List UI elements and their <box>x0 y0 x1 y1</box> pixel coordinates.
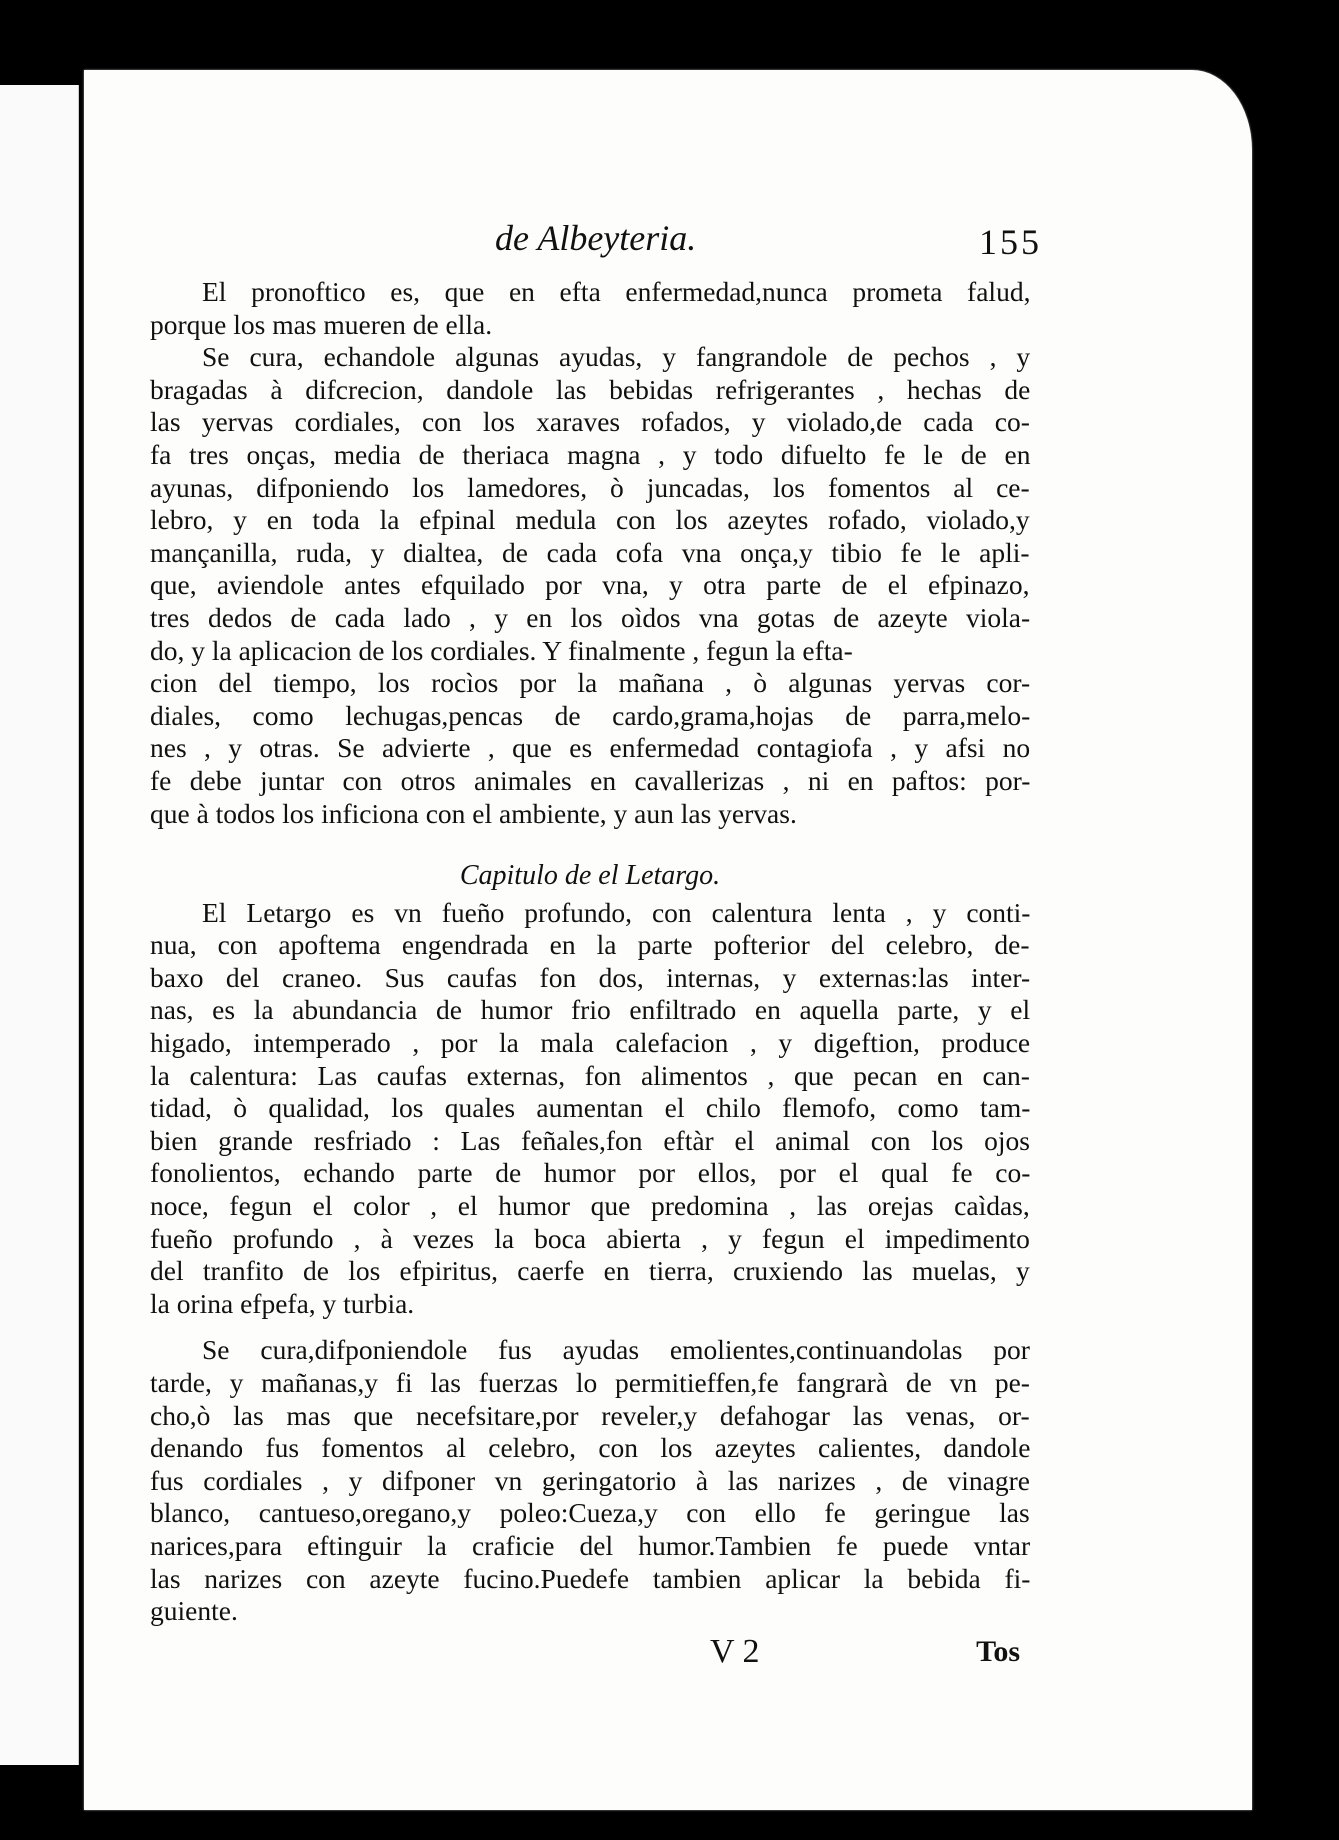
signature-mark: V 2 <box>710 1632 760 1670</box>
text-line: fonolientos, echando parte de humor por ellos, por el qual fe co- <box>150 1157 1031 1189</box>
text-line: fe debe juntar con otros animales en cavallerizas , ni en paftos: por- <box>150 764 1031 796</box>
text-line: ayunas, difponiendo los lamedores, ò juncadas, los fomentos al ce- <box>150 471 1030 503</box>
catchword: Tos <box>976 1634 1020 1668</box>
paragraph-gap <box>150 1320 1030 1334</box>
text-line: la calentura: Las caufas externas, fon alimentos , que pecan en can- <box>150 1059 1030 1091</box>
text-line: tarde, y mañanas,y fi las fuerzas lo permitieffen,fe fangrarà de vn pe- <box>150 1367 1030 1398</box>
text-line: nua, con apoftema engendrada en la parte pofterior del celebro, de- <box>150 929 1030 961</box>
text-line: bien grande resfriado : Las feñales,fon eftàr el animal con los ojos <box>150 1124 1030 1156</box>
paragraph-prognosis <box>150 276 1030 341</box>
paragraph-letargo-cure <box>150 1334 1030 1627</box>
text-line: Se cura,difponiendole fus ayudas emolientes,continuandolas por <box>202 1334 1030 1366</box>
text-line: diales, como lechugas,pencas de cardo,grama,hojas de parra,melo- <box>150 699 1031 731</box>
text-line: porque los mas mueren de ella. <box>150 308 493 340</box>
text-line: lebro, y en toda la efpinal medula con los azeytes rofado, violado,y <box>150 504 1030 536</box>
text-line: noce, fegun el color , el humor que predomina , las orejas caìdas, <box>150 1190 1030 1222</box>
text-line: cion del tiempo, los rocìos por la mañana , ò algunas yervas cor- <box>150 667 1031 699</box>
text-line: que à todos los inficiona con el ambiente, y aun las yervas. <box>150 797 797 829</box>
running-title: de Albeyteria. <box>495 218 697 258</box>
text-line: El Letargo es vn fueño profundo, con calentura lenta , y conti- <box>202 896 1031 928</box>
text-line: fus cordiales , y difponer vn geringatorio à las narizes , de vinagre <box>150 1464 1030 1496</box>
text-line: do, y la aplicacion de los cordiales. Y finalmente , fegun la efta- <box>150 634 853 666</box>
running-head <box>150 218 1042 276</box>
text-line: fueño profundo , à vezes la boca abierta , y fegun el impedimento <box>150 1222 1030 1254</box>
text-line: mançanilla, ruda, y dialtea, de cada cofa vna onça,y tibio fe le apli- <box>150 536 1030 568</box>
text-line: nas, es la abundancia de humor frio enfiltrado en aquella parte, y el <box>150 994 1031 1026</box>
text-line: higado, intemperado , por la mala calefacion , y digeftion, produce <box>150 1027 1031 1059</box>
text-line: El pronoftico es, que en efta enfermedad,nunca prometa falud, <box>202 276 1031 307</box>
chapter-title: Capitulo de el Letargo. <box>459 860 721 892</box>
text-line: las yervas cordiales, con los xaraves rofados, y violado,de cada co- <box>150 406 1030 438</box>
text-line: blanco, cantueso,oregano,y poleo:Cueza,y con ello fe geringue las <box>150 1497 1030 1529</box>
text-line: tres dedos de cada lado , y en los oìdos vna gotas de azeyte viola- <box>150 601 1031 633</box>
text-line: las narizes con azeyte fucino.Puedefe tambien aplicar la bebida fi- <box>150 1562 1031 1594</box>
text-line: bragadas à difcrecion, dandole las bebidas refrigerantes , hechas de <box>150 373 1031 405</box>
facing-page-edge <box>0 85 79 1765</box>
text-line: nes , y otras. Se advierte , que es enfermedad contagiofa , y afsi no <box>150 732 1031 764</box>
text-line: tidad, ò qualidad, los quales aumentan el chilo flemofo, como tam- <box>150 1092 1031 1124</box>
page-footer <box>150 1632 1030 1672</box>
paragraph-letargo-definition <box>150 897 1030 1321</box>
text-line: narices,para eftinguir la craficie del humor.Tambien fe puede vntar <box>150 1529 1031 1561</box>
text-line: que, aviendole antes efquilado por vna, y otra parte de el efpinazo, <box>150 569 1030 601</box>
text-line: baxo del craneo. Sus caufas fon dos, internas, y externas:las inter- <box>150 961 1031 993</box>
text-line: guiente. <box>150 1595 238 1627</box>
page-number: 155 <box>979 222 1042 262</box>
paragraph-cure <box>150 341 1030 830</box>
text-line: del tranfito de los efpiritus, caerfe en tierra, cruxiendo las muelas, y <box>150 1255 1030 1287</box>
text-line: denando fus fomentos al celebro, con los azeytes calientes, dandole <box>150 1432 1031 1464</box>
text-line: fa tres onças, media de theriaca magna , y todo difuelto fe le de en <box>150 438 1031 470</box>
page-text <box>150 218 1042 1672</box>
text-line: Se cura, echandole algunas ayudas, y fangrandole de pechos , y <box>202 341 1031 373</box>
text-line: la orina efpefa, y turbia. <box>150 1287 415 1319</box>
text-line: cho,ò las mas que necefsitare,por reveler,y defahogar las venas, or- <box>150 1399 1030 1431</box>
